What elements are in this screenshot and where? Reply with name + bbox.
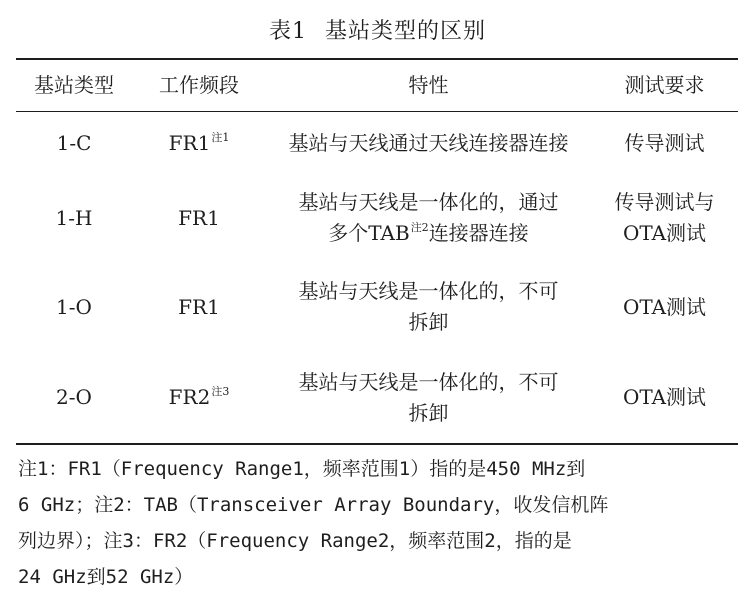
- header-cell-type: 基站类型: [34, 73, 114, 97]
- band-value: FR1: [178, 205, 220, 230]
- band-value: FR1: [178, 294, 220, 319]
- band-footnote-ref: 注3: [211, 385, 230, 398]
- cell-band: [132, 175, 266, 261]
- table-footnotes: [18, 451, 743, 595]
- cell-band: [132, 353, 266, 442]
- type-value: 1-O: [56, 294, 92, 319]
- feature-line-2: 拆卸: [408, 400, 449, 425]
- feature-line-2-text: 多个TAB: [328, 221, 410, 245]
- cell-test: [591, 353, 738, 442]
- header-cell-band: 工作频段: [159, 73, 239, 97]
- cell-feature: [266, 175, 591, 261]
- type-value: 2-O: [56, 385, 92, 409]
- table-row: [16, 175, 738, 261]
- table-row: [16, 261, 738, 353]
- feature-line-1: 基站与天线是一体化的，不可: [298, 279, 559, 303]
- footnote-line: 注1：FR1（Frequency Range1，频率范围1）指的是450 MHz到: [18, 458, 586, 480]
- test-line-2: OTA测试: [622, 221, 707, 245]
- header-cell-feature: 特性: [408, 73, 449, 97]
- feature-line-2-rest: 连接器连接: [428, 221, 529, 245]
- cell-type: [16, 175, 132, 261]
- feature-line-2: [266, 218, 591, 249]
- header-row: [16, 60, 738, 111]
- band-value: FR2: [168, 385, 211, 409]
- cell-feature: [266, 261, 591, 353]
- base-station-table: [16, 60, 738, 442]
- type-value: 1-C: [56, 130, 92, 155]
- feature-line-2: 拆卸: [408, 310, 449, 334]
- test-line-1: 传导测试: [624, 130, 705, 155]
- band-footnote-ref: 注1: [211, 130, 230, 144]
- band-value: FR1: [168, 130, 211, 155]
- table-number: 表1: [268, 19, 307, 44]
- cell-type: [16, 111, 132, 175]
- cell-test: [591, 175, 738, 261]
- footnote-line: 24 GHz到52 GHz）: [18, 566, 194, 588]
- feature-line-1: 基站与天线是一体化的，不可: [298, 369, 559, 394]
- table-row: [16, 353, 738, 442]
- feature-line-1: 基站与天线是一体化的，通过: [298, 190, 559, 214]
- feature-line-1: 基站与天线通过天线连接器连接: [288, 130, 569, 155]
- cell-type: [16, 353, 132, 442]
- cell-band: [132, 111, 266, 175]
- cell-test: [591, 111, 738, 175]
- cell-feature: [266, 111, 591, 175]
- cell-band: [132, 261, 266, 353]
- bottom-rule: [16, 443, 738, 445]
- cell-feature: [266, 353, 591, 442]
- cell-type: [16, 261, 132, 353]
- feature-footnote-ref: 注2: [410, 221, 429, 234]
- cell-test: [591, 261, 738, 353]
- table-caption: [0, 14, 755, 45]
- type-value: 1-H: [55, 205, 93, 230]
- test-line-1: 传导测试与: [614, 190, 715, 214]
- header-cell-test: 测试要求: [624, 73, 705, 97]
- table-row: [16, 111, 738, 175]
- footnote-line: 6 GHz；注2：TAB（Transceiver Array Boundary，收发信机阵: [18, 494, 609, 516]
- test-line-1: OTA测试: [622, 294, 707, 319]
- table-title: 基站类型的区别: [324, 19, 486, 44]
- test-line-1: OTA测试: [622, 385, 707, 409]
- footnote-line: 列边界）；注3：FR2（Frequency Range2，频率范围2，指的是: [18, 530, 572, 552]
